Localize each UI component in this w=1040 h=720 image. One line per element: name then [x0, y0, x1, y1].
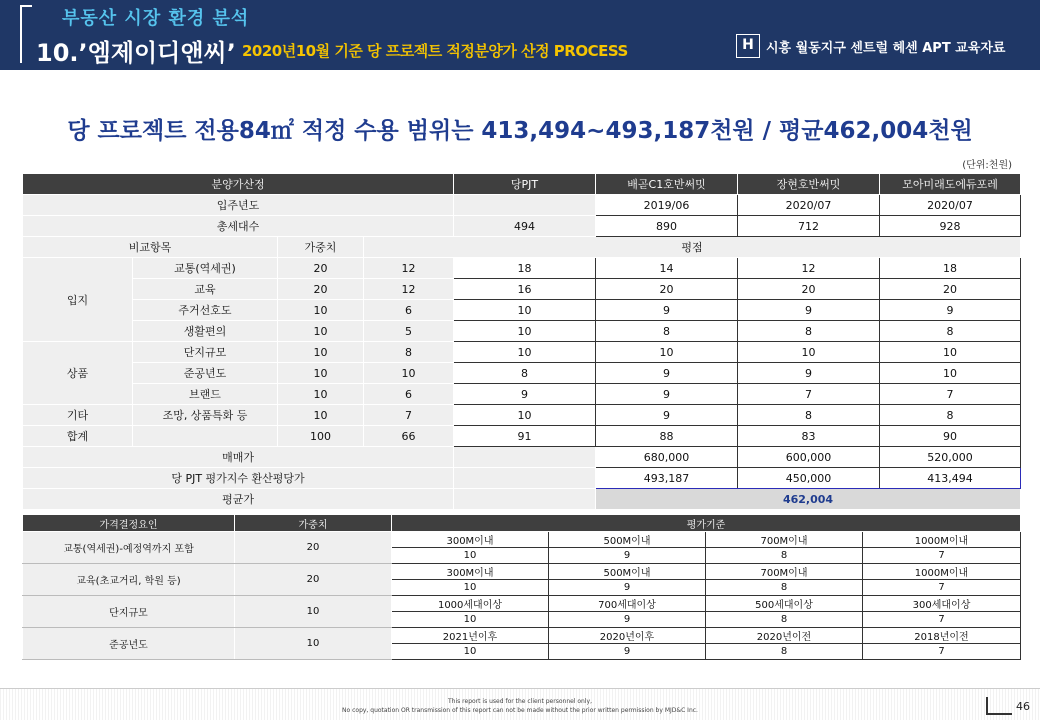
- header-cell: 가격결정요인: [23, 515, 235, 532]
- pjt-cell: 7: [364, 405, 454, 426]
- cell: 10: [278, 342, 364, 363]
- cell: 2020년이후: [549, 628, 706, 644]
- table-row: [23, 342, 1021, 363]
- cell: 10: [596, 342, 738, 363]
- header-cell: 모아미래도에듀포레: [880, 174, 1021, 195]
- cell: 9: [738, 300, 880, 321]
- cell: 준공년도: [133, 363, 278, 384]
- cell: 9: [596, 363, 738, 384]
- cell: 9: [880, 300, 1021, 321]
- cell: 7: [880, 384, 1021, 405]
- factor-cell: 준공년도: [23, 628, 235, 660]
- cell: 493,187: [596, 468, 738, 489]
- cell: 520,000: [880, 447, 1021, 468]
- cell: 9: [549, 612, 706, 628]
- cell: 단지규모: [133, 342, 278, 363]
- cell: 500M이내: [549, 532, 706, 548]
- cell: 10: [392, 548, 549, 564]
- cell: 9: [549, 644, 706, 660]
- cell: 700세대이상: [549, 596, 706, 612]
- cell: 8: [738, 321, 880, 342]
- group-label: 기타: [23, 405, 133, 426]
- table-row-sale-price: [23, 447, 1021, 468]
- row-label: 당 PJT 평가지수 환산평당가: [23, 468, 454, 489]
- row-label: 입주년도: [23, 195, 454, 216]
- cell: 9: [454, 384, 596, 405]
- cell: 7: [738, 384, 880, 405]
- cell: 100: [278, 426, 364, 447]
- page-subtitle: 2020년10월 기준 당 프로젝트 적정분양가 산정 PROCESS: [242, 42, 628, 60]
- cell: 20: [278, 279, 364, 300]
- cell: 20: [880, 279, 1021, 300]
- cell: 83: [738, 426, 880, 447]
- cell: 10: [738, 342, 880, 363]
- cell: 생활편의: [133, 321, 278, 342]
- cell: 500M이내: [549, 564, 706, 580]
- cell: 10: [392, 580, 549, 596]
- weight-cell: 20: [235, 532, 392, 564]
- table-row: [23, 532, 1021, 548]
- table-row-converted: [23, 468, 1021, 489]
- cell: 12: [738, 258, 880, 279]
- average-value: 462,004: [596, 489, 1021, 510]
- cell: 8: [880, 321, 1021, 342]
- page-number-title: 10.’엠제이디앤씨’: [36, 39, 236, 67]
- cell: 2019/06: [596, 195, 738, 216]
- cell: 10: [278, 300, 364, 321]
- cell: 680,000: [596, 447, 738, 468]
- cell: 7: [863, 580, 1021, 596]
- cell: 9: [738, 363, 880, 384]
- cell: 10: [392, 644, 549, 660]
- row-label: 매매가: [23, 447, 454, 468]
- pjt-cell: 6: [364, 300, 454, 321]
- pjt-cell: 494: [454, 216, 596, 237]
- cell: 700M이내: [706, 564, 863, 580]
- cell: 8: [880, 405, 1021, 426]
- cell: 10: [454, 321, 596, 342]
- pjt-cell: 10: [364, 363, 454, 384]
- pjt-cell: 8: [364, 342, 454, 363]
- page-number: 46: [1016, 700, 1030, 713]
- factor-cell: 단지규모: [23, 596, 235, 628]
- factor-cell: 교육(초교거리, 학원 등): [23, 564, 235, 596]
- cell: 2018년이전: [863, 628, 1021, 644]
- table-row: [23, 564, 1021, 580]
- header-cell: 당PJT: [454, 174, 596, 195]
- cell: 평점: [364, 237, 1021, 258]
- group-label: 입지: [23, 258, 133, 342]
- page-corner-icon: [986, 697, 1012, 715]
- table-row: [23, 216, 1021, 237]
- cell: 7: [863, 644, 1021, 660]
- cell: 7: [863, 612, 1021, 628]
- cell: 가중치: [278, 237, 364, 258]
- weight-cell: 10: [235, 596, 392, 628]
- header-cell: 분양가산정: [23, 174, 454, 195]
- cell: 10: [278, 363, 364, 384]
- row-label: 비교항목: [23, 237, 278, 258]
- weight-cell: 20: [235, 564, 392, 596]
- header-cell: 장현호반써밋: [738, 174, 880, 195]
- cell: 300M이내: [392, 532, 549, 548]
- cell: 600,000: [738, 447, 880, 468]
- footer-line: This report is used for the client personnel only,: [448, 698, 592, 705]
- cell: 91: [454, 426, 596, 447]
- cell: 18: [454, 258, 596, 279]
- cell: 10: [880, 342, 1021, 363]
- cell: 10: [454, 300, 596, 321]
- header-cell: 배곧C1호반써밋: [596, 174, 738, 195]
- cell: 14: [596, 258, 738, 279]
- price-estimation-table: [22, 173, 1021, 510]
- cell: 1000M이내: [863, 564, 1021, 580]
- cell: 8: [706, 548, 863, 564]
- table-row-average: [23, 489, 1021, 510]
- table-row: [23, 628, 1021, 644]
- cell: 10: [454, 405, 596, 426]
- row-label: 평균가: [23, 489, 454, 510]
- cell: 928: [880, 216, 1021, 237]
- cell: 조망, 상품특화 등: [133, 405, 278, 426]
- document-title: 시흥 월동지구 센트럴 헤센 APT 교육자료: [766, 41, 1006, 56]
- cell: 300M이내: [392, 564, 549, 580]
- cell: 20: [278, 258, 364, 279]
- table-row-total: [23, 426, 1021, 447]
- pjt-cell: 12: [364, 279, 454, 300]
- cell: 8: [454, 363, 596, 384]
- cell: 9: [596, 384, 738, 405]
- table-row: [23, 258, 1021, 279]
- cell: 10: [392, 612, 549, 628]
- weight-cell: 10: [235, 628, 392, 660]
- pjt-cell: [454, 195, 596, 216]
- header-cell: 평가기준: [392, 515, 1021, 532]
- factor-cell: 교통(역세권)-예정역까지 포함: [23, 532, 235, 564]
- cell: 413,494: [880, 468, 1021, 489]
- total-label: 합계: [23, 426, 133, 447]
- table-row: [23, 596, 1021, 612]
- cell: 9: [549, 548, 706, 564]
- cell: 브랜드: [133, 384, 278, 405]
- table-row: [23, 321, 1021, 342]
- cell: 90: [880, 426, 1021, 447]
- cell: 2020/07: [880, 195, 1021, 216]
- footer-disclaimer: [0, 697, 1040, 715]
- table-row: [23, 195, 1021, 216]
- cell: 20: [738, 279, 880, 300]
- pjt-cell: 5: [364, 321, 454, 342]
- table-row: [23, 405, 1021, 426]
- cell: 8: [706, 580, 863, 596]
- cell: 8: [706, 644, 863, 660]
- cell: 8: [596, 321, 738, 342]
- cell: 1000세대이상: [392, 596, 549, 612]
- cell: [454, 447, 596, 468]
- cell: 450,000: [738, 468, 880, 489]
- table-row: [23, 237, 1021, 258]
- pjt-cell: 66: [364, 426, 454, 447]
- table-header-row: [23, 515, 1021, 532]
- cell: 7: [863, 548, 1021, 564]
- cell: 890: [596, 216, 738, 237]
- table-header-row: [23, 174, 1021, 195]
- cell: [454, 468, 596, 489]
- cell: 8: [706, 612, 863, 628]
- section-title: 부동산 시장 환경 분석: [62, 8, 250, 29]
- criteria-table: [22, 514, 1021, 660]
- cell: 9: [549, 580, 706, 596]
- cell: 2021년이후: [392, 628, 549, 644]
- header-bar: [0, 0, 1040, 70]
- cell: 20: [596, 279, 738, 300]
- cell: 교육: [133, 279, 278, 300]
- cell: 712: [738, 216, 880, 237]
- table-row: [23, 384, 1021, 405]
- cell: 300세대이상: [863, 596, 1021, 612]
- header-bracket: [20, 5, 32, 63]
- cell: 500세대이상: [706, 596, 863, 612]
- pjt-cell: 6: [364, 384, 454, 405]
- cell: 18: [880, 258, 1021, 279]
- unit-label: (단위:천원): [962, 160, 1012, 171]
- cell: [454, 489, 596, 510]
- header-cell: 가중치: [235, 515, 392, 532]
- cell: 10: [278, 384, 364, 405]
- cell: 700M이내: [706, 532, 863, 548]
- group-label: 상품: [23, 342, 133, 405]
- headline: 당 프로젝트 전용84㎡ 적정 수용 범위는 413,494~493,187천원 / 평균462,004천원: [67, 118, 973, 144]
- table-row: [23, 279, 1021, 300]
- cell: 10: [278, 405, 364, 426]
- cell: 10: [278, 321, 364, 342]
- cell: 10: [880, 363, 1021, 384]
- cell: 2020년이전: [706, 628, 863, 644]
- cell: 88: [596, 426, 738, 447]
- row-label: 총세대수: [23, 216, 454, 237]
- cell: [133, 426, 278, 447]
- pjt-cell: 12: [364, 258, 454, 279]
- cell: 9: [596, 405, 738, 426]
- cell: 교통(역세권): [133, 258, 278, 279]
- footer-line: No copy, quotation OR transmission of this report can not be made without the prior written permission by MJD&C Inc.: [342, 707, 698, 714]
- table-row: [23, 363, 1021, 384]
- cell: 2020/07: [738, 195, 880, 216]
- cell: 주거선호도: [133, 300, 278, 321]
- cell: 8: [738, 405, 880, 426]
- cell: 1000M이내: [863, 532, 1021, 548]
- cell: 9: [596, 300, 738, 321]
- cell: 10: [454, 342, 596, 363]
- company-logo-icon: H: [736, 34, 760, 58]
- cell: 16: [454, 279, 596, 300]
- table-row: [23, 300, 1021, 321]
